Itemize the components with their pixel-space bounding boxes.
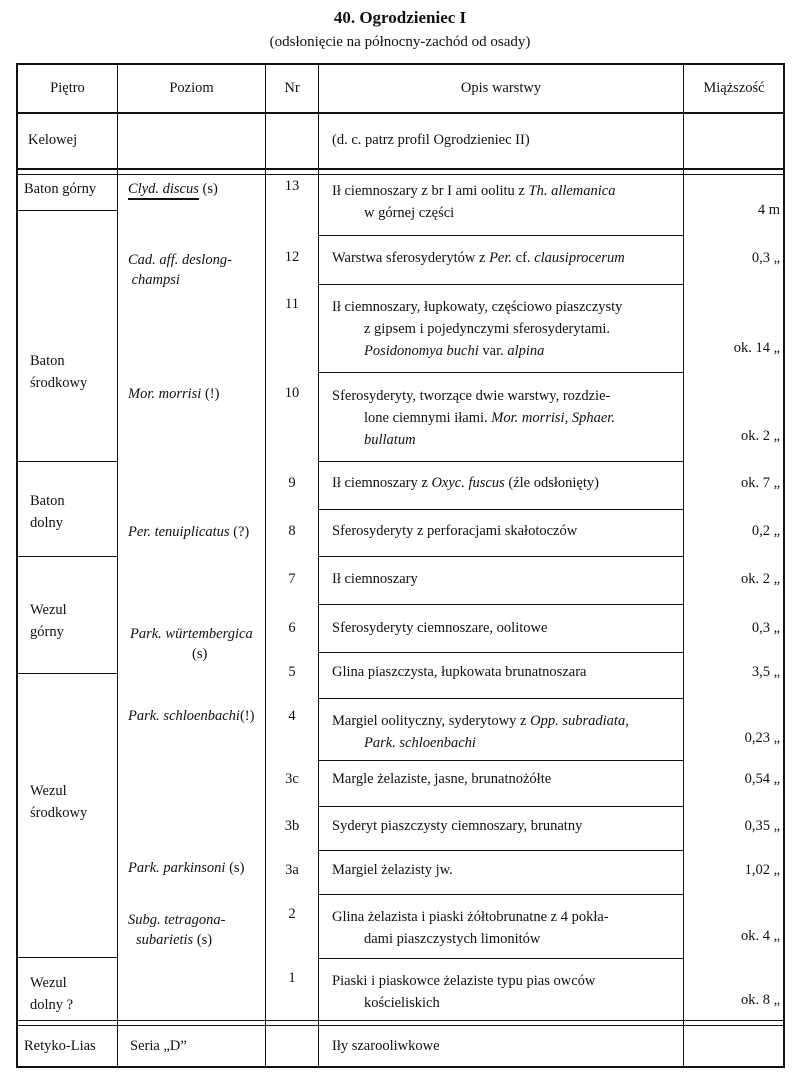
row-rule — [17, 1025, 784, 1026]
pietro-kelowej: Kelowej — [28, 132, 78, 148]
nr-12: 12 — [284, 249, 300, 265]
nr-13: 13 — [284, 178, 300, 194]
opis-3a: Margiel żelazisty jw. — [332, 862, 453, 878]
nr-11: 11 — [285, 296, 299, 312]
miaz-11: ok. 14 „ — [733, 340, 780, 356]
nr-2: 2 — [288, 906, 296, 922]
header-opis: Opis warstwy — [460, 80, 542, 96]
header-pietro: Piętro — [50, 80, 85, 96]
opis-rule — [319, 652, 683, 653]
opis-9: Ił ciemnoszary z Oxyc. fuscus (źle odsłonięty) — [332, 475, 599, 491]
opis-rule — [319, 850, 683, 851]
miaz-1: ok. 8 „ — [740, 992, 780, 1008]
miaz-6: 0,3 „ — [751, 620, 780, 636]
col-divider — [683, 64, 684, 1067]
opis-rule — [319, 556, 683, 557]
opis-3b: Syderyt piaszczysty ciemnoszary, brunatny — [332, 818, 583, 834]
miaz-4: 0,23 „ — [744, 730, 780, 746]
opis-5: Glina piaszczysta, łupkowata brunatnoszara — [332, 664, 587, 680]
opis-rule — [319, 806, 683, 807]
header-rule — [17, 112, 784, 114]
page-subtitle: (odsłonięcie na północny-zachód od osady) — [269, 34, 531, 50]
opis-rule — [319, 461, 683, 462]
miaz-2: ok. 4 „ — [740, 928, 780, 944]
miaz-8: 0,2 „ — [751, 523, 780, 539]
miaz-13: 4 m — [757, 202, 780, 218]
poziom-park-park: Park. parkinsoni (s) — [128, 860, 245, 876]
opis-rule — [319, 372, 683, 373]
header-miazszosc: Miąższość — [703, 80, 765, 96]
opis-rule — [319, 509, 683, 510]
opis-retyko: Iły szarooliwkowe — [332, 1038, 440, 1054]
miaz-5: 3,5 „ — [751, 664, 780, 680]
poziom-mor: Mor. morrisi (!) — [128, 386, 220, 402]
row-rule — [17, 168, 784, 170]
nr-3a: 3a — [285, 862, 299, 878]
miaz-9: ok. 7 „ — [740, 475, 780, 491]
pietro-rule — [17, 673, 117, 674]
opis-rule — [319, 760, 683, 761]
miaz-10: ok. 2 „ — [740, 428, 780, 444]
nr-10: 10 — [284, 385, 300, 401]
opis-2: Glina żelazista i piaski żółtobrunatne z 4 pokła- dami piaszczystych limonitów — [332, 909, 609, 947]
nr-6: 6 — [288, 620, 296, 636]
pietro-baton-gorny: Baton górny — [24, 181, 97, 197]
pietro-baton-srodkowy: Baton środkowy — [30, 353, 88, 391]
row-rule — [17, 1020, 784, 1021]
opis-rule — [319, 284, 683, 285]
nr-3b: 3b — [284, 818, 300, 834]
opis-rule — [319, 958, 683, 959]
opis-3c: Margle żelaziste, jasne, brunatnożółte — [332, 771, 552, 787]
opis-12: Warstwa sferosyderytów z Per. cf. clausiprocerum — [332, 250, 625, 266]
miaz-12: 0,3 „ — [751, 250, 780, 266]
page-title: 40. Ogrodzieniec I — [333, 8, 467, 27]
miaz-3b: 0,35 „ — [744, 818, 780, 834]
poziom-cad: Cad. aff. deslong- champsi — [128, 252, 232, 288]
pietro-rule — [17, 210, 117, 211]
pietro-wezul-srodkowy: Wezul środkowy — [30, 783, 88, 821]
pietro-rule — [17, 556, 117, 557]
pietro-wezul-dolny: Wezul dolny ? — [30, 975, 74, 1013]
header-nr: Nr — [284, 80, 300, 96]
opis-rule — [319, 894, 683, 895]
row-rule — [17, 174, 784, 175]
pietro-retyko-lias: Retyko-Lias — [24, 1038, 96, 1054]
opis-1: Piaski i piaskowce żelaziste typu pias owców kościeliskich — [332, 973, 596, 1011]
opis-10: Sferosyderyty, tworzące dwie warstwy, rozdzie- lone ciemnymi iłami. Mor. morrisi, Sphaer. bullatum — [332, 388, 615, 448]
pietro-rule — [17, 461, 117, 462]
pietro-wezul-gorny: Wezul górny — [30, 602, 67, 640]
col-divider — [117, 64, 118, 1067]
opis-13: Ił ciemnoszary z br I ami oolitu z Th. allemanica w górnej części — [332, 183, 616, 221]
opis-kelowej: (d. c. patrz profil Ogrodzieniec II) — [332, 132, 530, 148]
poziom-seria-d: Seria „D” — [130, 1038, 187, 1054]
header-poziom: Poziom — [169, 80, 214, 96]
pietro-baton-dolny: Baton dolny — [30, 493, 65, 531]
nr-5: 5 — [288, 664, 296, 680]
nr-4: 4 — [288, 708, 296, 724]
opis-4: Margiel oolityczny, syderytowy z Opp. subradiata, Park. schloenbachi — [332, 713, 629, 751]
poziom-subg: Subg. tetragona- subarietis (s) — [128, 912, 226, 948]
nr-8: 8 — [288, 523, 296, 539]
poziom-park-schl: Park. schloenbachi(!) — [128, 708, 255, 724]
col-divider — [318, 64, 319, 1067]
nr-9: 9 — [288, 475, 296, 491]
opis-11: Ił ciemnoszary, łupkowaty, częściowo piaszczysty z gipsem i pojedynczymi sferosyderytami. Posidonomya buchi var. alpina — [332, 299, 623, 359]
poziom-per: Per. tenuiplicatus (?) — [128, 524, 250, 540]
poziom-clyd: Clyd. discus (s) — [128, 181, 218, 198]
opis-rule — [319, 235, 683, 236]
nr-7: 7 — [288, 571, 296, 587]
opis-rule — [319, 698, 683, 699]
miaz-7: ok. 2 „ — [740, 571, 780, 587]
opis-rule — [319, 604, 683, 605]
nr-3c: 3c — [285, 771, 299, 787]
nr-1: 1 — [288, 970, 296, 986]
miaz-3a: 1,02 „ — [744, 862, 780, 878]
opis-6: Sferosyderyty ciemnoszare, oolitowe — [332, 620, 548, 636]
opis-8: Sferosyderyty z perforacjami skałotoczów — [332, 523, 578, 539]
pietro-rule — [17, 957, 117, 958]
opis-7: Ił ciemnoszary — [332, 571, 418, 587]
miaz-3c: 0,54 „ — [744, 771, 780, 787]
poziom-park-wurt: Park. würtembergica (s) — [130, 626, 253, 662]
